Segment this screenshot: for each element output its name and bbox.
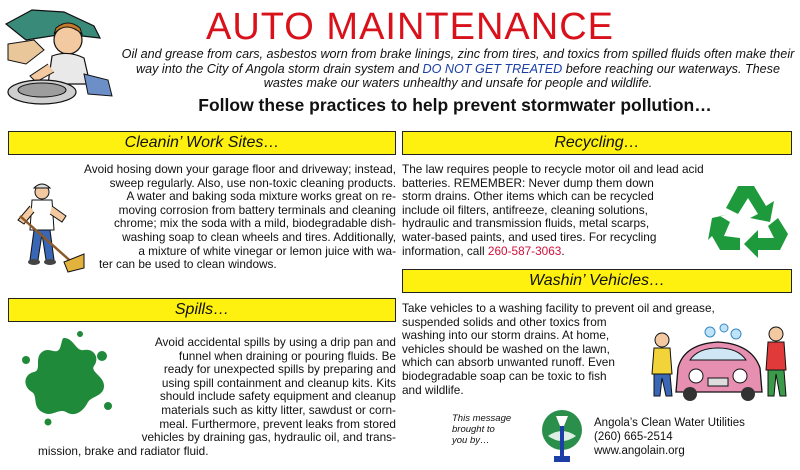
intro-text-2: before reaching our waterways. These wastes make our waters unhealthy and unsafe for people and wildlife. [263,61,780,90]
utility-phone: (260) 665-2514 [594,431,673,443]
washing-line: vehicles should be washed on the lawn, [402,341,610,356]
spills-line: funnel when draining or pouring fluids. Be [178,348,396,363]
recycling-line: storm drains. Other items which can be recycled [402,189,654,204]
subheading: Follow these practices to help prevent stormwater pollution… [198,95,712,115]
cleaning-line: a mixture of white vinegar or lemon juice with wa- [138,243,396,258]
recycling-call-text: information, call [402,243,488,258]
intro-paragraph [118,47,798,91]
cleaning-line: Avoid hosing down your garage floor and driveway; instead, [84,162,396,176]
washing-line: suspended solids and other toxics from [402,314,607,329]
recycling-phone: 260-587-3063 [487,243,562,258]
cleaning-line: moving corrosion from battery terminals and cleaning [118,202,396,217]
recycling-call-end: . [561,243,565,258]
utility-logo [534,406,590,464]
recycling-heading: Recycling… [402,131,792,155]
sweeper-illustration [12,182,84,274]
washing-line: and wildlife. [402,382,464,397]
recycling-call-line [402,245,712,259]
recycling-line: batteries. REMEMBER: Never dump them down [402,175,654,190]
cleaning-line: washing soap to clean wheels and tires. Additionally, [122,229,396,244]
spills-line: ready for unexpected spills by preparing and [163,362,396,377]
cleaning-heading: Cleanin’ Work Sites… [8,131,396,155]
recycling-line: The law requires people to recycle motor oil and lead acid [402,162,704,176]
recycling-text [402,163,712,258]
spills-line: vehicles by draining gas, hydraulic oil, and trans- [141,430,396,445]
utility-name: Angola’s Clean Water Utilities [594,417,745,429]
intro-highlight: DO NOT GET TREATED [422,61,563,76]
intro-text-1: Oil and grease from cars, asbestos worn from brake linings, zinc from tires, and toxics from spilled fluids often make their way into the City of Angola storm drain system and [121,47,795,76]
cleaning-line: ter can be used to clean windows. [99,257,277,272]
sponsor-note [452,413,532,446]
spills-line: using spill containment and cleanup kits. Kits [161,375,396,390]
car-wash-illustration [648,318,794,404]
utility-website[interactable]: www.angolain.org [594,445,685,457]
cleaning-line: A water and baking soda mixture works great on re- [126,189,396,204]
page-title: AUTO MAINTENANCE [205,6,614,48]
washing-line: washing into our storm drains. At home, [402,328,610,343]
spills-line: mission, brake and radiator fluid. [38,443,209,458]
washing-line: Take vehicles to a washing facility to prevent oil and grease, [402,301,715,315]
recycling-line: include oil filters, antifreeze, cleaning solutions, [402,202,648,217]
recycling-line: water-based paints, and used tires. For recycling [402,229,657,244]
sponsor-note-line: This message [452,413,512,424]
spills-line: meal. Furthermore, prevent leaks from stored [159,416,396,431]
recycle-icon [708,180,792,260]
washing-heading: Washin’ Vehicles… [402,269,792,293]
utility-contact [594,416,794,458]
spills-line: materials such as kitty litter, sawdust or corn- [161,402,396,417]
recycling-line: hydraulic and transmission fluids, metal scarps, [402,216,650,231]
spill-splat-icon [18,330,114,426]
sponsor-note-line: brought to [452,424,495,435]
spills-line: Avoid accidental spills by using a drip pan and [154,335,396,349]
cleaning-line: chrome; mix the soda with a mild, biodegradable dish- [114,216,396,231]
spills-line: should include safety equipment and cleanup [159,389,396,404]
washing-line: biodegradable soap can be toxic to fish [402,368,607,383]
spills-heading: Spills… [8,298,396,322]
sponsor-note-line: you by… [452,435,490,446]
mechanic-illustration [4,4,122,110]
cleaning-line: sweep regularly. Also, use non-toxic cleaning products. [109,175,396,190]
washing-line: which can absorb unwanted runoff. Even [402,355,615,370]
